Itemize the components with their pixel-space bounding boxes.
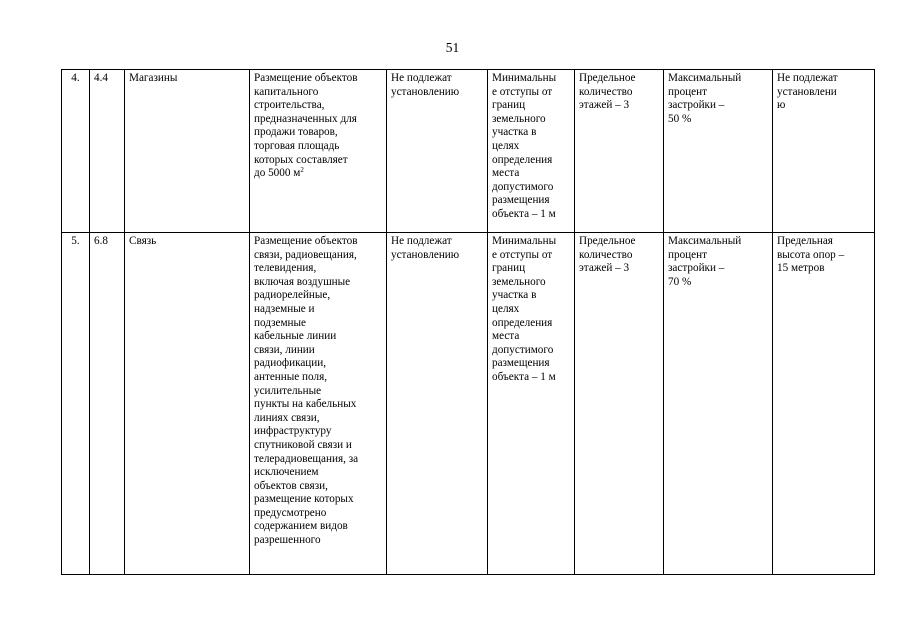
description-cell-line: исключением [254, 466, 319, 479]
description-cell-line: линиях связи, [254, 411, 320, 424]
other-limits-cell-line: Предельная [777, 235, 833, 247]
description-last-text: до 5000 м [254, 167, 301, 180]
description-cell-line: телевидения, [254, 262, 317, 275]
setback-cell-line: места [492, 167, 520, 180]
setback-cell-line: допустимого [492, 343, 554, 356]
parameter-cell-line: установлению [391, 248, 460, 261]
other-limits-cell [773, 233, 875, 575]
setback-cell-line: Минимальны [492, 235, 557, 247]
parameter-cell [387, 233, 488, 575]
coverage-cell-line: процент [668, 85, 708, 98]
coverage-cell [664, 70, 773, 233]
description-cell-line: объектов связи, [254, 479, 328, 492]
description-cell-line: надземные и [254, 302, 315, 315]
code-cell: 6.8 [90, 233, 125, 575]
floors-cell-line: этажей – 3 [579, 262, 630, 275]
description-cell-line: подземные [254, 316, 307, 329]
setback-cell-line: целях [492, 139, 520, 152]
parameter-cell [387, 70, 488, 233]
description-cell-line: связи, линии [254, 343, 315, 356]
description-cell-line: строительства, [254, 99, 325, 112]
other-limits-cell [773, 70, 875, 233]
land-use-table [61, 69, 875, 575]
description-cell-line: разрешенного [254, 534, 321, 547]
coverage-cell-line: Максимальный [668, 235, 742, 247]
description-cell-line: Размещение объектов [254, 235, 358, 247]
setback-cell-line: целях [492, 302, 520, 315]
setback-cell-line: участка в [492, 126, 537, 139]
parameter-cell-line: установлению [391, 85, 460, 98]
coverage-cell-line: 70 % [668, 275, 692, 288]
other-limits-cell-line: установлени [777, 85, 837, 98]
description-cell-line: пункты на кабельных [254, 398, 357, 411]
setback-cell [488, 233, 575, 575]
description-cell [250, 70, 387, 233]
other-limits-cell-line: ю [777, 99, 786, 112]
setback-cell-line: объекта – 1 м [492, 370, 556, 383]
floors-cell-line: этажей – 3 [579, 99, 630, 112]
description-cell-line: кабельные линии [254, 330, 337, 343]
superscript: 2 [300, 166, 304, 175]
use-name-cell: Магазины [125, 70, 250, 233]
floors-cell [575, 233, 664, 575]
coverage-cell-line: Максимальный [668, 72, 742, 84]
floors-cell-line: количество [579, 248, 633, 261]
description-cell-line: капитального [254, 85, 319, 98]
description-cell-line: радиорелейные, [254, 289, 331, 302]
setback-cell-line: участка в [492, 289, 537, 302]
description-cell-line: инфраструктуру [254, 425, 332, 438]
description-cell-line: торговая площадь [254, 139, 340, 152]
setback-cell-line: земельного [492, 112, 546, 125]
description-cell-line: усилительные [254, 384, 322, 397]
setback-cell [488, 70, 575, 233]
setback-cell-line: определения [492, 153, 553, 166]
description-cell-line: содержанием видов [254, 520, 348, 533]
floors-cell-line: количество [579, 85, 633, 98]
other-limits-cell-line: высота опор – [777, 248, 845, 261]
parameter-cell-line: Не подлежат [391, 235, 452, 247]
description-cell-line: предназначенных для [254, 112, 357, 125]
code-cell: 4.4 [90, 70, 125, 233]
floors-cell-line: Предельное [579, 235, 636, 247]
row-number-cell: 4. [62, 70, 90, 233]
description-cell-line: радиофикации, [254, 357, 327, 370]
description-cell-line: спутниковой связи и [254, 438, 352, 451]
setback-cell-line: объекта – 1 м [492, 207, 556, 220]
description-cell-line: размещение которых [254, 493, 354, 506]
coverage-cell-line: процент [668, 248, 708, 261]
parameter-cell-line: Не подлежат [391, 72, 452, 84]
floors-cell [575, 70, 664, 233]
setback-cell-line: допустимого [492, 180, 554, 193]
setback-cell-line: размещения [492, 357, 550, 370]
coverage-cell-line: застройки – [668, 99, 725, 112]
setback-cell-line: Минимальны [492, 72, 557, 84]
table-row [62, 233, 875, 575]
coverage-cell-line: 50 % [668, 112, 692, 125]
setback-cell-line: границ [492, 99, 526, 112]
setback-cell-line: е отступы от [492, 248, 553, 261]
row-number-cell: 5. [62, 233, 90, 575]
page-number: 51 [445, 40, 460, 55]
description-cell-line: предусмотрено [254, 506, 327, 519]
description-cell-line: которых составляет [254, 153, 348, 166]
setback-cell-line: размещения [492, 194, 550, 207]
use-name-cell: Связь [125, 233, 250, 575]
other-limits-cell-line: Не подлежат [777, 72, 838, 84]
setback-cell-line: е отступы от [492, 85, 553, 98]
table-row [62, 70, 875, 233]
description-cell [250, 233, 387, 575]
setback-cell-line: места [492, 330, 520, 343]
description-cell-line [254, 167, 382, 181]
description-cell-line: Размещение объектов [254, 72, 358, 84]
setback-cell-line: земельного [492, 275, 546, 288]
description-cell-line: телерадиовещания, за [254, 452, 359, 465]
setback-cell-line: определения [492, 316, 553, 329]
other-limits-cell-line: 15 метров [777, 262, 825, 275]
setback-cell-line: границ [492, 262, 526, 275]
coverage-cell-line: застройки – [668, 262, 725, 275]
description-cell-line: продажи товаров, [254, 126, 338, 139]
floors-cell-line: Предельное [579, 72, 636, 84]
coverage-cell [664, 233, 773, 575]
description-cell-line: связи, радиовещания, [254, 248, 357, 261]
description-cell-line: включая воздушные [254, 275, 351, 288]
description-cell-line: антенные поля, [254, 370, 328, 383]
